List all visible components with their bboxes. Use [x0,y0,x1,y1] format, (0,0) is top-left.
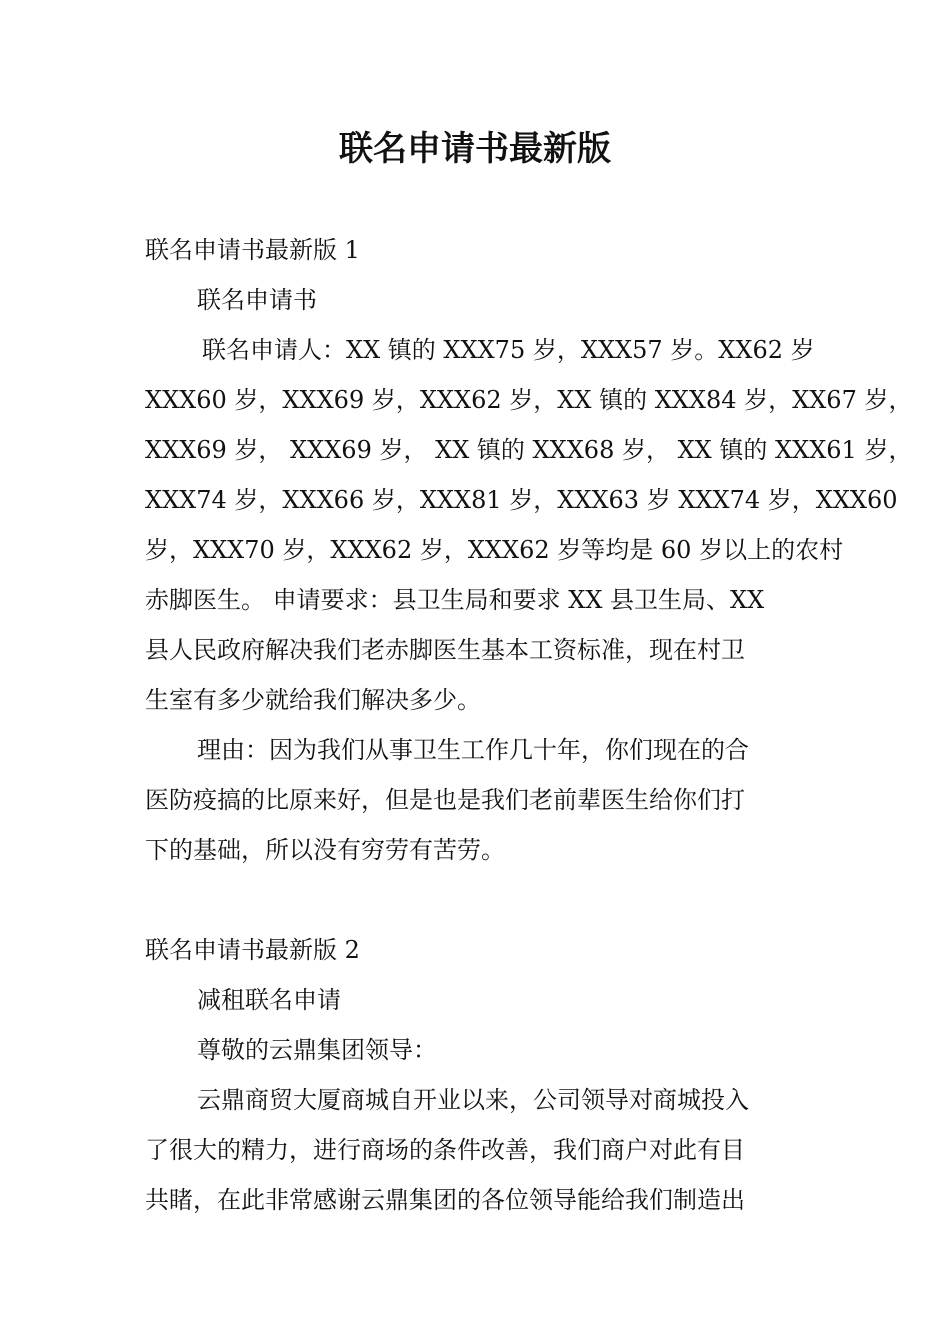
paragraph-line: 共睹，在此非常感谢云鼎集团的各位领导能给我们制造出 [145,1186,745,1214]
section1-heading: 联名申请书最新版 1 [145,236,360,264]
paragraph-line: 云鼎商贸大厦商城自开业以来，公司领导对商城投入 [197,1086,749,1114]
section2-subtitle: 减租联名申请 [197,986,341,1014]
paragraph-line: 了很大的精力，进行商场的条件改善，我们商户对此有目 [145,1136,745,1164]
paragraph-line: 生室有多少就给我们解决多少。 [145,686,481,714]
paragraph-line: 理由：因为我们从事卫生工作几十年，你们现在的合 [197,736,749,764]
paragraph-line: XXX69 岁， XXX69 岁， XX 镇的 XXX68 岁， XX 镇的 XXX61 岁， [145,436,913,464]
section1-subtitle: 联名申请书 [197,286,317,314]
paragraph-line: 赤脚医生。 申请要求：县卫生局和要求 XX 县卫生局、XX [145,586,765,614]
paragraph-line: 下的基础，所以没有穷劳有苦劳。 [145,836,505,864]
document-title: 联名申请书最新版 [339,129,611,169]
paragraph-line: 联名申请人：XX 镇的 XXX75 岁，XXX57 岁。XX62 岁 [202,336,815,364]
salutation: 尊敬的云鼎集团领导： [197,1036,437,1064]
paragraph-line: 县人民政府解决我们老赤脚医生基本工资标准，现在村卫 [145,636,745,664]
paragraph-line: XXX60 岁，XXX69 岁，XXX62 岁，XX 镇的 XXX84 岁，XX67 岁， [145,386,913,414]
paragraph-line: XXX74 岁，XXX66 岁，XXX81 岁，XXX63 岁 XXX74 岁，XXX60 [145,486,898,514]
paragraph-line: 岁，XXX70 岁，XXX62 岁，XXX62 岁等均是 60 岁以上的农村 [145,536,844,564]
paragraph-line: 医防疫搞的比原来好，但是也是我们老前辈医生给你们打 [145,786,745,814]
section2-heading: 联名申请书最新版 2 [145,936,360,964]
